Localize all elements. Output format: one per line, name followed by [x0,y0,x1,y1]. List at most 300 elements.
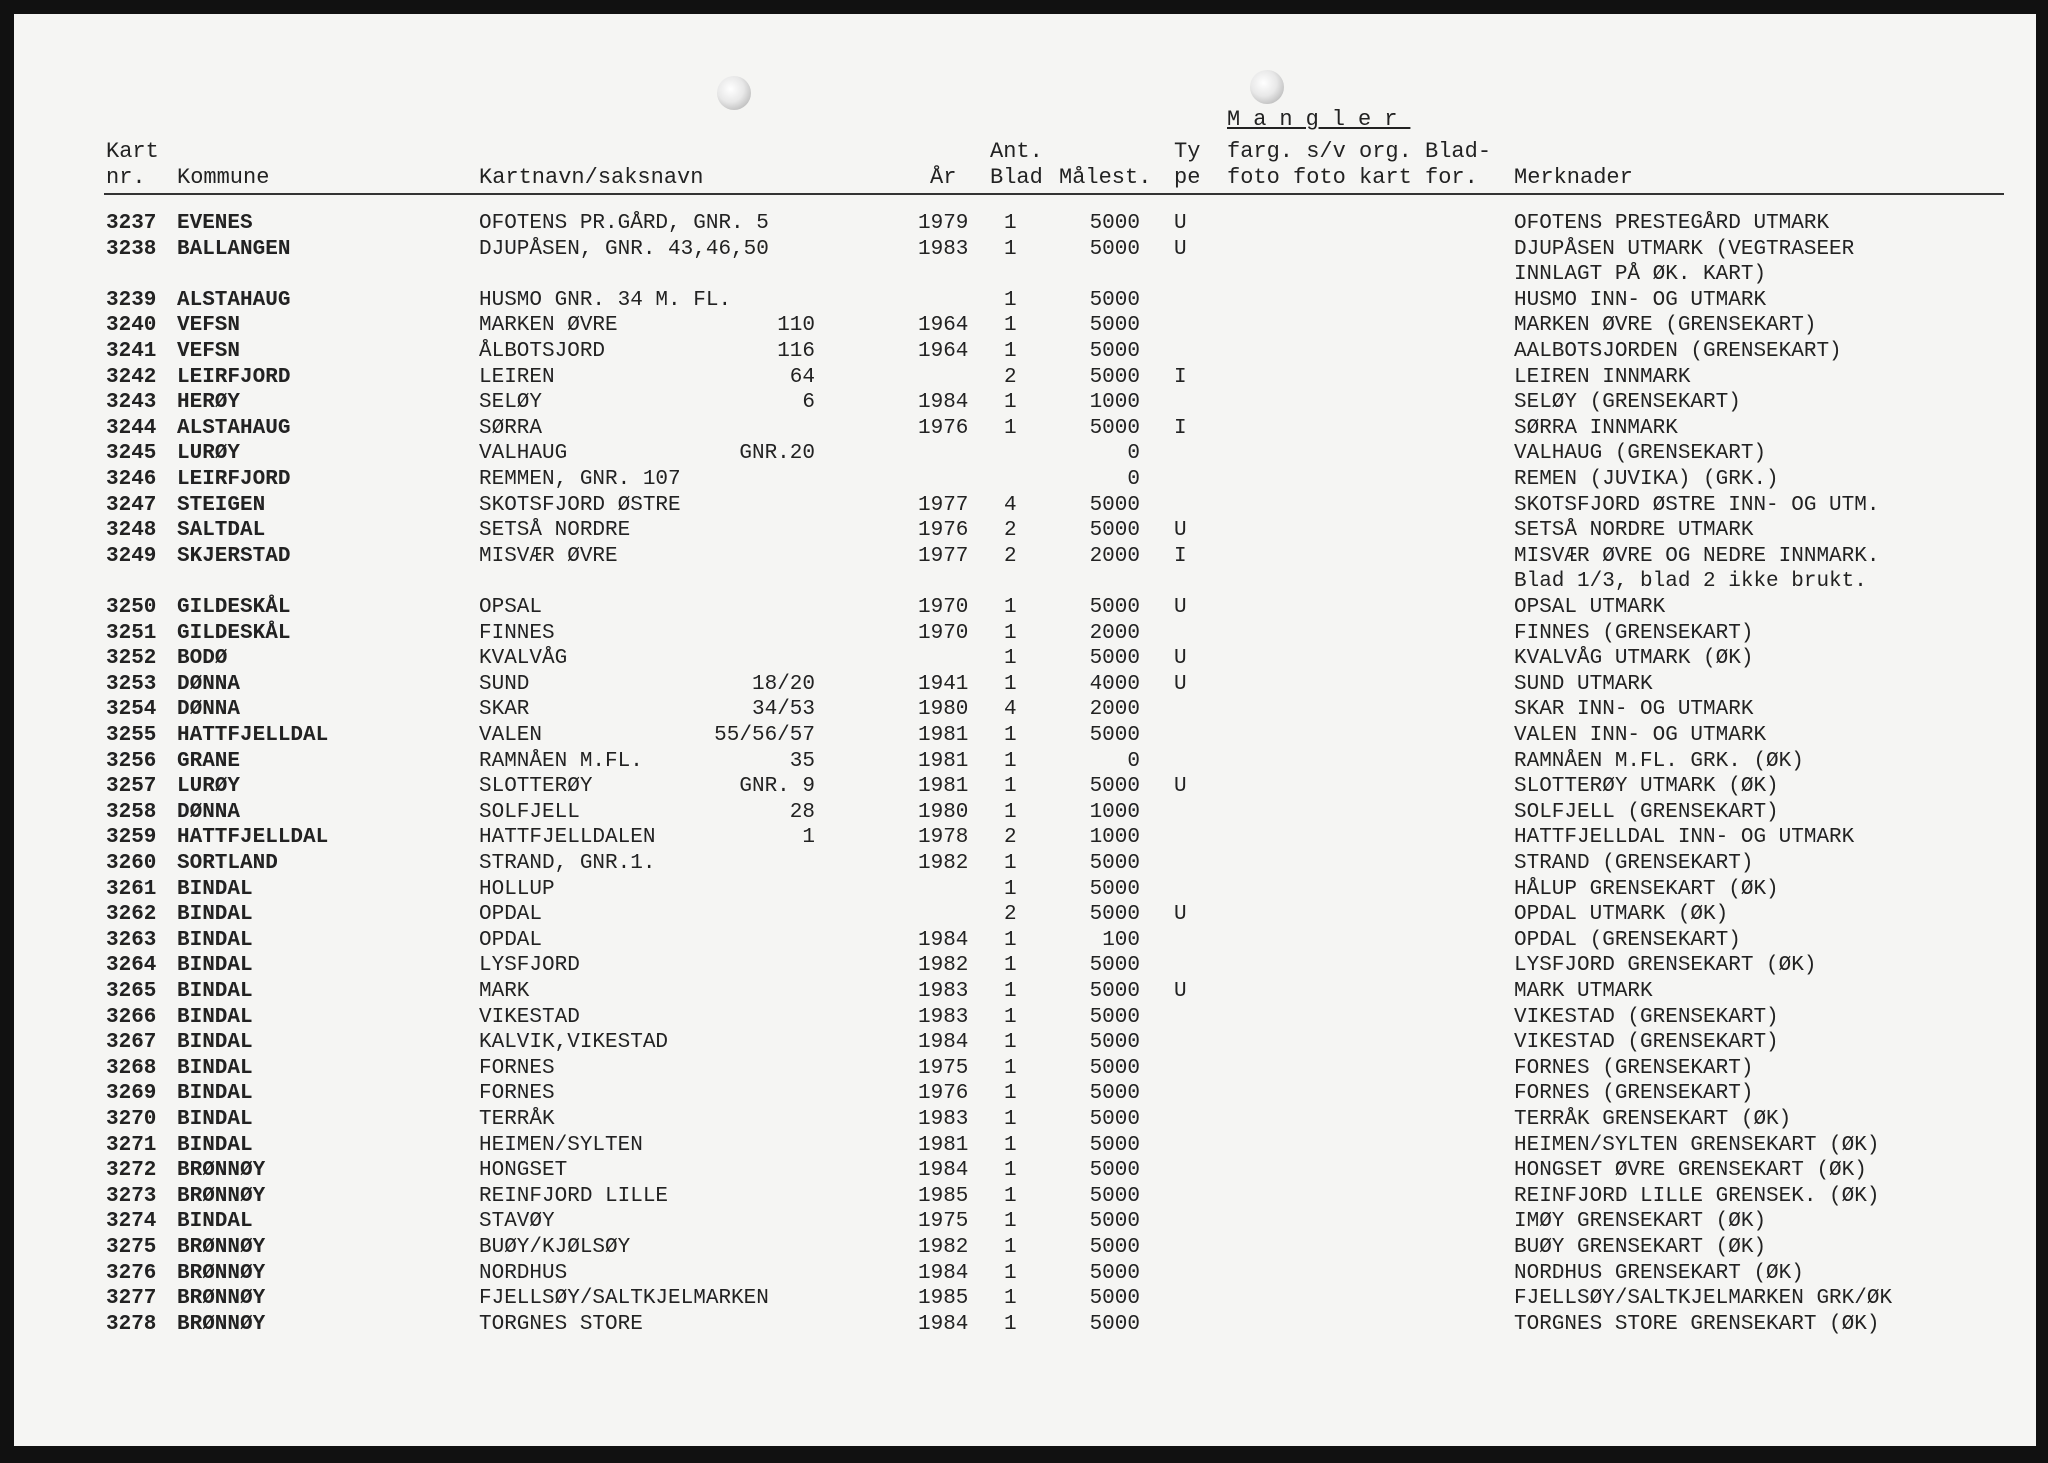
cell-kart-nr: 3247 [106,493,157,517]
cell-kart-nr: 3242 [106,365,157,389]
cell-ant-blad: 2 [1004,519,1017,543]
table-row [14,902,2036,928]
cell-kommune: BRØNNØY [177,1236,266,1259]
cell-kommune: SALTDAL [177,519,266,543]
cell-kommune: BINDAL [177,1031,253,1055]
table-row [14,1209,2036,1235]
cell-ar: 1984 [918,1312,969,1336]
cell-type: U [1174,775,1187,799]
cell-ar: 1983 [918,980,969,1003]
cell-kart-nr: 3260 [106,852,157,875]
cell-gnr: 34/53 [751,698,815,722]
cell-kartnavn: LYSFJORD [479,954,580,978]
cell-kart-nr: 3246 [106,468,157,491]
table-row [14,697,2036,723]
cell-kart-nr: 3238 [106,237,157,261]
cell-malestokk: 5000 [1089,1005,1140,1029]
cell-ant-blad: 1 [1004,340,1017,363]
cell-ar: 1975 [918,1056,969,1080]
cell-ar: 1964 [918,340,969,363]
document-page [14,14,2036,1446]
cell-kartnavn: SLOTTERØY [479,775,593,799]
cell-ant-blad: 1 [1004,672,1017,696]
cell-malestokk: 5000 [1089,365,1140,389]
cell-ant-blad: 1 [1004,416,1017,440]
cell-kommune: VEFSN [177,314,241,338]
table-row [14,1286,2036,1312]
cell-kart-nr: 3277 [106,1287,157,1311]
cell-kommune: BINDAL [177,1210,253,1234]
cell-ar: 1980 [918,698,969,722]
header-ant: Ant. [990,139,1043,164]
cell-kommune: HERØY [177,391,241,415]
cell-ar: 1983 [918,1108,969,1131]
cell-kartnavn: OPDAL [479,903,543,927]
cell-ar: 1982 [918,1236,969,1259]
cell-ant-blad: 1 [1004,1287,1017,1311]
cell-merknad: VALHAUG (GRENSEKART) [1514,442,1767,466]
cell-malestokk: 2000 [1089,621,1140,645]
cell-merknad: HEIMEN/SYLTEN GRENSEKART (ØK) [1514,1133,1880,1157]
cell-gnr: 18/20 [751,672,815,696]
cell-kartnavn: REINFJORD LILLE [479,1184,669,1208]
cell-kommune: HATTFJELLDAL [177,724,329,747]
cell-merknad: OPDAL UTMARK (ØK) [1514,903,1729,927]
cell-kart-nr: 3241 [106,340,157,363]
cell-kart-nr: 3252 [106,647,157,671]
cell-kart-nr: 3254 [106,698,157,722]
cell-ant-blad: 1 [1004,724,1017,747]
table-row [14,313,2036,339]
cell-malestokk: 5000 [1089,212,1140,235]
cell-ar: 1941 [918,672,969,696]
cell-kartnavn: HONGSET [479,1159,568,1183]
table-row [14,211,2036,237]
header-mangler-line1: farg. s/v org. Blad- [1227,139,1492,164]
cell-kommune: BODØ [177,647,228,671]
cell-ant-blad: 1 [1004,1108,1017,1131]
table-row [14,1312,2036,1338]
cell-ant-blad: 1 [1004,1031,1017,1055]
cell-kartnavn: TORGNES STORE [479,1312,643,1336]
cell-ant-blad: 1 [1004,314,1017,338]
cell-type: I [1174,416,1187,440]
cell-ant-blad: 1 [1004,1210,1017,1234]
header-kommune: Kommune [177,165,270,190]
cell-malestokk: 5000 [1089,903,1140,927]
cell-merknad: SOLFJELL (GRENSEKART) [1514,800,1779,824]
cell-malestokk: 5000 [1089,1159,1140,1183]
cell-kartnavn: HUSMO GNR. 34 M. FL. [479,288,732,312]
cell-merknad: VIKESTAD (GRENSEKART) [1514,1031,1779,1055]
cell-ant-blad: 1 [1004,749,1017,773]
cell-merknad: HONGSET ØVRE GRENSEKART (ØK) [1514,1159,1867,1183]
cell-type: U [1174,519,1187,543]
cell-malestokk: 5000 [1089,852,1140,875]
table-row [14,800,2036,826]
table-row [14,1158,2036,1184]
cell-ar: 1976 [918,416,969,440]
cell-ar: 1983 [918,1005,969,1029]
cell-ant-blad: 4 [1004,493,1017,517]
cell-kartnavn: BUØY/KJØLSØY [479,1236,631,1259]
cell-ar: 1984 [918,1261,969,1285]
table-row [14,621,2036,647]
cell-ar: 1981 [918,1133,969,1157]
cell-kart-nr: 3276 [106,1261,157,1285]
cell-kart-nr: 3259 [106,826,157,850]
table-row [14,1184,2036,1210]
table-row [14,1056,2036,1082]
cell-merknad: HATTFJELLDAL INN- OG UTMARK [1514,826,1855,850]
cell-kommune: BINDAL [177,928,253,952]
cell-kartnavn: FORNES [479,1082,555,1106]
cell-ar: 1975 [918,1210,969,1234]
table-row [14,365,2036,391]
cell-malestokk: 5000 [1089,519,1140,543]
table-row [14,877,2036,903]
cell-ar: 1980 [918,800,969,824]
table-row [14,595,2036,621]
cell-ant-blad: 1 [1004,237,1017,261]
cell-malestokk: 0 [1127,442,1140,466]
cell-kart-nr: 3258 [106,800,157,824]
cell-kommune: BRØNNØY [177,1312,266,1336]
table-row [14,979,2036,1005]
cell-merknad: VIKESTAD (GRENSEKART) [1514,1005,1779,1029]
cell-malestokk: 5000 [1089,647,1140,671]
cell-kartnavn: KALVIK,VIKESTAD [479,1031,669,1055]
cell-kartnavn: VALHAUG [479,442,568,466]
cell-kommune: HATTFJELLDAL [177,826,329,850]
cell-kart-nr: 3270 [106,1108,157,1131]
cell-malestokk: 4000 [1089,672,1140,696]
punch-hole [1250,70,1284,104]
cell-ant-blad: 1 [1004,800,1017,824]
cell-ant-blad: 1 [1004,391,1017,415]
cell-kart-nr: 3239 [106,288,157,312]
cell-merknad: SKOTSFJORD ØSTRE INN- OG UTM. [1514,493,1880,517]
cell-kart-nr: 3272 [106,1159,157,1183]
header-kartnavn: Kartnavn/saksnavn [479,165,704,190]
table-row [14,1235,2036,1261]
cell-ant-blad: 4 [1004,698,1017,722]
cell-kartnavn: OPSAL [479,596,543,619]
cell-merknad: DJUPÅSEN UTMARK (VEGTRASEER [1514,237,1855,261]
header-mangler: Mangler [1227,107,1411,132]
cell-ar: 1984 [918,1159,969,1183]
cell-merknad: MARK UTMARK [1514,980,1653,1003]
cell-merknad: OPDAL (GRENSEKART) [1514,928,1741,952]
cell-merknad: INNLAGT PÅ ØK. KART) [1514,263,1767,287]
cell-gnr: GNR.20 [739,442,815,466]
cell-kommune: ALSTAHAUG [177,416,291,440]
cell-merknad: IMØY GRENSEKART (ØK) [1514,1210,1767,1234]
cell-merknad: SETSÅ NORDRE UTMARK [1514,519,1754,543]
cell-merknad: HUSMO INN- OG UTMARK [1514,288,1767,312]
cell-merknad: STRAND (GRENSEKART) [1514,852,1754,875]
cell-kommune: DØNNA [177,800,241,824]
cell-ant-blad: 1 [1004,954,1017,978]
cell-ar: 1977 [918,544,969,568]
cell-kommune: GILDESKÅL [177,596,291,619]
table-row [14,723,2036,749]
cell-merknad: VALEN INN- OG UTMARK [1514,724,1767,747]
table-row [14,339,2036,365]
cell-kommune: BRØNNØY [177,1159,266,1183]
cell-malestokk: 5000 [1089,1056,1140,1080]
cell-kommune: STEIGEN [177,493,266,517]
table-row [14,262,2036,288]
cell-type: I [1174,544,1187,568]
cell-kommune: BALLANGEN [177,237,291,261]
cell-ar: 1984 [918,391,969,415]
cell-ar: 1981 [918,775,969,799]
cell-merknad: RAMNÅEN M.FL. GRK. (ØK) [1514,749,1804,773]
cell-kartnavn: SETSÅ NORDRE [479,519,631,543]
cell-malestokk: 5000 [1089,877,1140,901]
cell-kommune: BINDAL [177,954,253,978]
cell-ant-blad: 1 [1004,621,1017,645]
cell-kartnavn: MARKEN ØVRE [479,314,618,338]
cell-ant-blad: 1 [1004,647,1017,671]
cell-kartnavn: LEIREN [479,365,555,389]
cell-merknad: TORGNES STORE GRENSEKART (ØK) [1514,1312,1880,1336]
cell-ant-blad: 1 [1004,980,1017,1003]
table-row [14,467,2036,493]
table-row [14,774,2036,800]
cell-kart-nr: 3237 [106,212,157,235]
punch-hole [717,76,751,110]
table-row [14,646,2036,672]
cell-kommune: BRØNNØY [177,1287,266,1311]
cell-merknad: AALBOTSJORDEN (GRENSEKART) [1514,340,1842,363]
cell-malestokk: 5000 [1089,1261,1140,1285]
cell-kartnavn: REMMEN, GNR. 107 [479,468,681,491]
cell-kart-nr: 3262 [106,903,157,927]
cell-kartnavn: ÅLBOTSJORD [479,340,606,363]
cell-kommune: BINDAL [177,980,253,1003]
cell-type: U [1174,596,1187,619]
cell-ant-blad: 1 [1004,288,1017,312]
cell-merknad: REMEN (JUVIKA) (GRK.) [1514,468,1779,491]
cell-kartnavn: STRAND, GNR.1. [479,852,656,875]
cell-malestokk: 5000 [1089,1184,1140,1208]
cell-type: U [1174,903,1187,927]
cell-ar: 1970 [918,596,969,619]
cell-kart-nr: 3278 [106,1312,157,1336]
cell-ant-blad: 1 [1004,877,1017,901]
cell-malestokk: 5000 [1089,1133,1140,1157]
cell-kommune: BINDAL [177,1108,253,1131]
cell-ar: 1982 [918,852,969,875]
table-row [14,544,2036,570]
cell-type: U [1174,647,1187,671]
cell-malestokk: 5000 [1089,416,1140,440]
cell-kart-nr: 3275 [106,1236,157,1259]
cell-ant-blad: 1 [1004,1133,1017,1157]
cell-kartnavn: HOLLUP [479,877,555,901]
cell-kart-nr: 3267 [106,1031,157,1055]
header-blad: Blad [990,165,1043,190]
cell-kartnavn: SØRRA [479,416,543,440]
cell-type: U [1174,672,1187,696]
cell-merknad: NORDHUS GRENSEKART (ØK) [1514,1261,1804,1285]
table-row [14,749,2036,775]
cell-kommune: EVENES [177,212,253,235]
cell-gnr: GNR. 9 [739,775,815,799]
cell-kart-nr: 3261 [106,877,157,901]
cell-ant-blad: 1 [1004,852,1017,875]
header-ty: Ty [1174,139,1201,164]
cell-kartnavn: OPDAL [479,928,543,952]
cell-merknad: OPSAL UTMARK [1514,596,1666,619]
cell-kommune: VEFSN [177,340,241,363]
cell-kart-nr: 3265 [106,980,157,1003]
cell-malestokk: 5000 [1089,493,1140,517]
cell-type: U [1174,237,1187,261]
cell-kart-nr: 3245 [106,442,157,466]
header-pe: pe [1174,165,1201,190]
cell-ar: 1981 [918,749,969,773]
cell-kommune: BINDAL [177,1082,253,1106]
cell-gnr: 116 [777,340,815,363]
cell-kommune: LEIRFJORD [177,365,291,389]
cell-kommune: BINDAL [177,877,253,901]
header-kart: Kart [106,139,159,164]
cell-kommune: GRANE [177,749,241,773]
cell-ar: 1977 [918,493,969,517]
cell-kartnavn: KVALVÅG [479,647,568,671]
cell-gnr: 35 [789,749,815,773]
cell-malestokk: 5000 [1089,954,1140,978]
cell-kart-nr: 3240 [106,314,157,338]
cell-kart-nr: 3249 [106,544,157,568]
header-nr: nr. [106,165,146,190]
cell-malestokk: 100 [1102,928,1140,952]
cell-kommune: LURØY [177,442,241,466]
cell-kartnavn: HATTFJELLDALEN [479,826,656,850]
cell-malestokk: 5000 [1089,1108,1140,1131]
cell-kartnavn: VIKESTAD [479,1005,580,1029]
cell-kommune: BINDAL [177,1133,253,1157]
cell-kart-nr: 3248 [106,519,157,543]
cell-kart-nr: 3269 [106,1082,157,1106]
cell-kommune: DØNNA [177,698,241,722]
table-row [14,569,2036,595]
header-mangler-line2: foto foto kart for. [1227,165,1478,190]
cell-ar: 1976 [918,1082,969,1106]
cell-merknad: SKAR INN- OG UTMARK [1514,698,1754,722]
cell-kartnavn: RAMNÅEN M.FL. [479,749,643,773]
cell-merknad: OFOTENS PRESTEGÅRD UTMARK [1514,212,1830,235]
cell-kart-nr: 3266 [106,1005,157,1029]
cell-kartnavn: TERRÅK [479,1108,555,1131]
cell-kommune: SORTLAND [177,852,278,875]
cell-ar: 1976 [918,519,969,543]
header-merknader: Merknader [1514,165,1633,190]
cell-malestokk: 5000 [1089,775,1140,799]
cell-malestokk: 5000 [1089,1287,1140,1311]
cell-ant-blad: 1 [1004,1082,1017,1106]
cell-kartnavn: SELØY [479,391,543,415]
cell-kommune: SKJERSTAD [177,544,291,568]
cell-type: U [1174,212,1187,235]
table-row [14,1107,2036,1133]
cell-ar: 1978 [918,826,969,850]
cell-kart-nr: 3255 [106,724,157,747]
table-row [14,825,2036,851]
cell-merknad: SØRRA INNMARK [1514,416,1678,440]
cell-merknad: LEIREN INNMARK [1514,365,1691,389]
cell-kart-nr: 3257 [106,775,157,799]
cell-ant-blad: 1 [1004,1236,1017,1259]
cell-kartnavn: VALEN [479,724,543,747]
cell-kart-nr: 3256 [106,749,157,773]
cell-ant-blad: 1 [1004,1159,1017,1183]
cell-malestokk: 5000 [1089,1031,1140,1055]
cell-ant-blad: 1 [1004,775,1017,799]
cell-malestokk: 5000 [1089,237,1140,261]
cell-kommune: DØNNA [177,672,241,696]
table-row [14,390,2036,416]
table-row [14,1005,2036,1031]
cell-kartnavn: SOLFJELL [479,800,580,824]
cell-kommune: BRØNNØY [177,1261,266,1285]
cell-ant-blad: 1 [1004,1312,1017,1336]
cell-kommune: LURØY [177,775,241,799]
cell-kartnavn: NORDHUS [479,1261,568,1285]
cell-ant-blad: 2 [1004,826,1017,850]
cell-malestokk: 1000 [1089,800,1140,824]
cell-malestokk: 5000 [1089,980,1140,1003]
cell-malestokk: 2000 [1089,544,1140,568]
cell-ar: 1984 [918,928,969,952]
cell-kart-nr: 3264 [106,954,157,978]
cell-malestokk: 1000 [1089,826,1140,850]
table-row [14,416,2036,442]
cell-kart-nr: 3268 [106,1056,157,1080]
cell-gnr: 110 [777,314,815,338]
cell-kart-nr: 3250 [106,596,157,619]
cell-merknad: TERRÅK GRENSEKART (ØK) [1514,1108,1792,1131]
cell-kartnavn: STAVØY [479,1210,555,1234]
cell-kartnavn: SKAR [479,698,530,722]
cell-ant-blad: 1 [1004,1184,1017,1208]
cell-kartnavn: SKOTSFJORD ØSTRE [479,493,681,517]
cell-kart-nr: 3244 [106,416,157,440]
cell-kart-nr: 3243 [106,391,157,415]
cell-ar: 1985 [918,1184,969,1208]
cell-merknad: HÅLUP GRENSEKART (ØK) [1514,877,1779,901]
cell-kartnavn: MISVÆR ØVRE [479,544,618,568]
cell-ar: 1983 [918,237,969,261]
cell-kart-nr: 3263 [106,928,157,952]
cell-malestokk: 2000 [1089,698,1140,722]
cell-malestokk: 5000 [1089,596,1140,619]
cell-kartnavn: SUND [479,672,530,696]
cell-type: U [1174,980,1187,1003]
cell-kommune: GILDESKÅL [177,621,291,645]
cell-kart-nr: 3253 [106,672,157,696]
cell-merknad: MARKEN ØVRE (GRENSEKART) [1514,314,1817,338]
cell-kartnavn: DJUPÅSEN, GNR. 43,46,50 [479,237,769,261]
cell-kommune: ALSTAHAUG [177,288,291,312]
cell-kart-nr: 3274 [106,1210,157,1234]
cell-malestokk: 5000 [1089,724,1140,747]
cell-merknad: MISVÆR ØVRE OG NEDRE INNMARK. [1514,544,1880,568]
header-ar: År [930,165,957,190]
